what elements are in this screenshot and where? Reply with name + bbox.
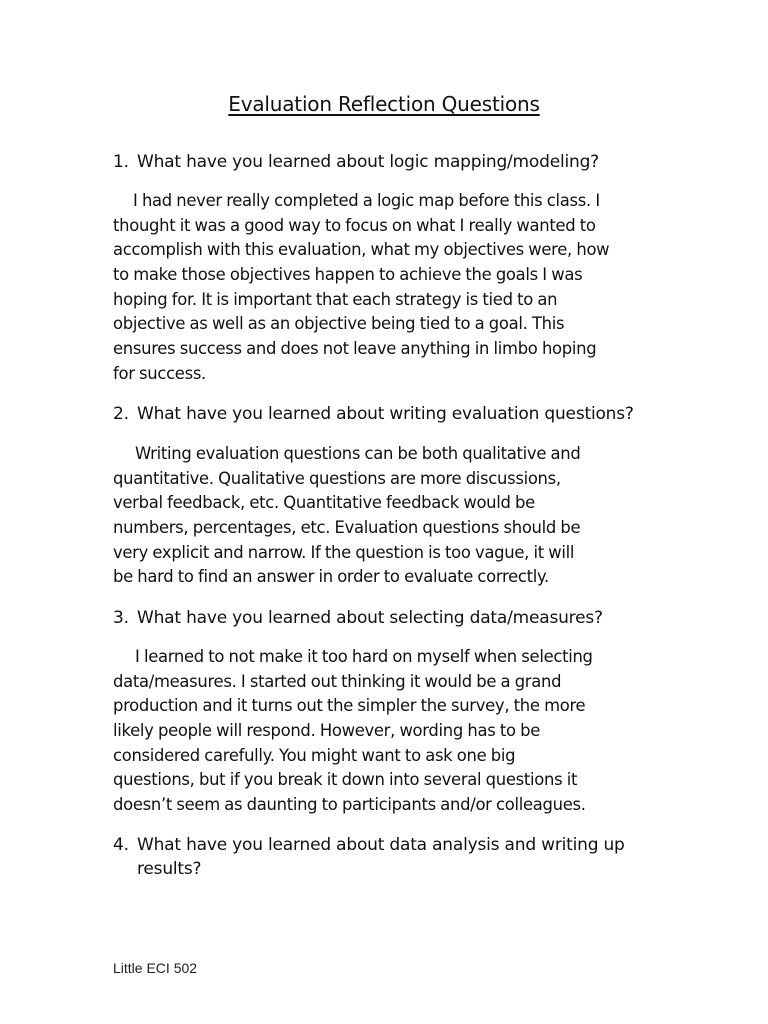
page-footer: Little ECI 502 [113, 960, 198, 976]
answer-line: quantitative. Qualitative questions are more discussions, [113, 468, 561, 488]
question-text: What have you learned about data analysis and writing up results? [137, 835, 625, 879]
answer-line: production and it turns out the simpler the survey, the more [113, 696, 586, 716]
answer-line: accomplish with this evaluation, what my objectives were, how [113, 240, 610, 260]
question-number: 1. [113, 152, 129, 172]
question-text: What have you learned about logic mapping/modeling? [137, 152, 600, 172]
document-title: Evaluation Reflection Questions [228, 92, 540, 116]
answer-line: thought it was a good way to focus on what I really wanted to [113, 215, 596, 235]
question-4 [113, 833, 653, 881]
answer-line: very explicit and narrow. If the question is too vague, it will [113, 542, 575, 562]
answer-line: objective as well as an objective being tied to a goal. This [113, 314, 565, 334]
question-number: 4. [113, 835, 129, 855]
answer-2 [113, 442, 668, 590]
answer-line: for success. [113, 363, 206, 383]
answer-line: ensures success and does not leave anything in limbo hoping [113, 339, 597, 359]
question-1 [113, 150, 673, 174]
answer-3 [113, 645, 668, 818]
question-number: 3. [113, 608, 129, 628]
answer-1 [113, 189, 668, 387]
question-3 [113, 606, 673, 630]
answer-line: likely people will respond. However, wording has to be [113, 721, 541, 741]
question-number: 2. [113, 404, 129, 424]
answer-line: be hard to find an answer in order to evaluate correctly. [113, 567, 549, 587]
answer-line: verbal feedback, etc. Quantitative feedback would be [113, 493, 535, 513]
answer-line: data/measures. I started out thinking it would be a grand [113, 671, 562, 691]
question-text: What have you learned about writing evaluation questions? [137, 404, 634, 424]
answer-line: I learned to not make it too hard on myself when selecting [135, 647, 593, 666]
question-2 [113, 402, 673, 426]
question-text: What have you learned about selecting data/measures? [137, 608, 603, 628]
answer-line: to make those objectives happen to achieve the goals I was [113, 265, 583, 285]
answer-line: I had never really completed a logic map before this class. I [133, 191, 600, 210]
answer-line: questions, but if you break it down into several questions it [113, 770, 578, 790]
answer-line: hoping for. It is important that each strategy is tied to an [113, 289, 558, 309]
answer-line: doesn’t seem as daunting to participants and/or colleagues. [113, 795, 586, 815]
answer-line: considered carefully. You might want to ask one big [113, 745, 516, 765]
answer-line: Writing evaluation questions can be both qualitative and [135, 444, 581, 463]
answer-line: numbers, percentages, etc. Evaluation questions should be [113, 518, 581, 538]
